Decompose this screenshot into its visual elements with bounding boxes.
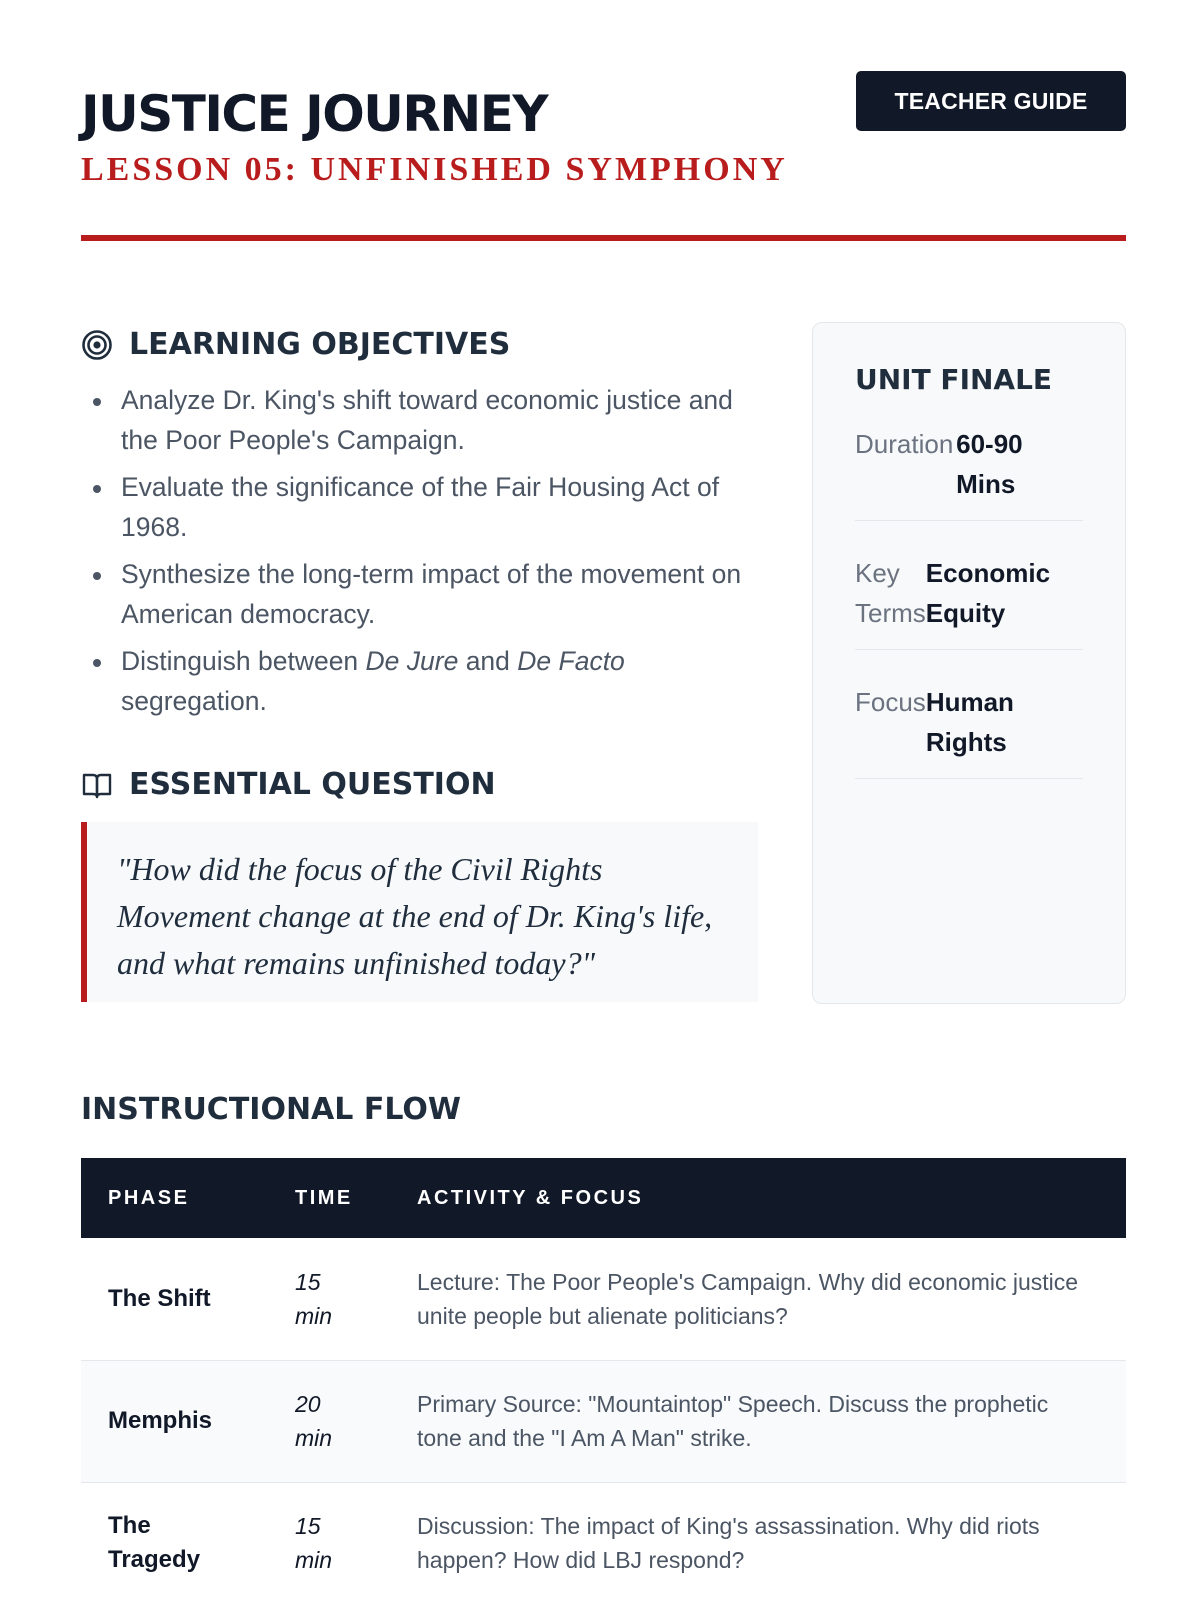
instructional-flow-table (81, 1158, 1126, 1600)
activity-cell: Discussion: The impact of King's assassination. Why did riots happen? How did LBJ respond? (390, 1482, 1126, 1600)
time-cell: 20 min (268, 1360, 390, 1482)
learning-objectives-heading (81, 325, 510, 365)
list-item: Analyze Dr. King's shift toward economic justice and the Poor People's Campaign. (91, 380, 766, 460)
phase-cell: The Shift (81, 1238, 268, 1360)
essential-question-quote: "How did the focus of the Civil Rights Movement change at the end of Dr. King's life, and what remains unfinished today?" (81, 822, 758, 1002)
header-divider (81, 235, 1126, 241)
focus-label: Focus (855, 687, 926, 717)
activity-cell: Primary Source: "Mountaintop" Speech. Discuss the prophetic tone and the "I Am A Man" strike. (390, 1360, 1126, 1482)
key-terms-value: Economic Equity (925, 558, 1051, 628)
objectives-list (91, 380, 766, 728)
lesson-subtitle: LESSON 05: UNFINISHED SYMPHONY (81, 151, 788, 188)
column-header-phase: PHASE (81, 1158, 268, 1238)
page-title: JUSTICE JOURNEY (81, 85, 548, 143)
focus-row (855, 682, 1083, 779)
time-cell: 15 min (268, 1482, 390, 1600)
instructional-flow-heading: INSTRUCTIONAL FLOW (81, 1092, 461, 1127)
duration-label: Duration (855, 429, 954, 459)
time-cell: 15 min (268, 1238, 390, 1360)
duration-value: 60-90 Mins (956, 429, 1023, 499)
column-header-time: TIME (268, 1158, 390, 1238)
key-terms-row (855, 553, 1083, 650)
unit-finale-title: UNIT FINALE (855, 363, 1053, 396)
page-header (81, 70, 1126, 242)
list-item: Synthesize the long-term impact of the movement on American democracy. (91, 554, 766, 634)
objective-text: Distinguish between (121, 646, 366, 676)
learning-objectives-label: LEARNING OBJECTIVES (129, 327, 511, 362)
objective-text: and (458, 646, 518, 676)
essential-question-heading (81, 765, 496, 805)
duration-row (855, 424, 1083, 521)
table-header-row (81, 1158, 1126, 1238)
term-de-facto: De Facto (517, 646, 625, 676)
activity-cell: Lecture: The Poor People's Campaign. Why did economic justice unite people but alienate politicians? (390, 1238, 1126, 1360)
table-row (81, 1360, 1126, 1482)
focus-value: Human Rights (925, 687, 1014, 757)
book-open-icon (81, 769, 113, 801)
phase-cell: Memphis (81, 1360, 268, 1482)
essential-question-label: ESSENTIAL QUESTION (129, 767, 496, 802)
table-row (81, 1238, 1126, 1360)
teacher-guide-button[interactable]: TEACHER GUIDE (856, 71, 1126, 131)
list-item (91, 641, 766, 721)
phase-cell: The Tragedy (81, 1482, 268, 1600)
key-terms-label: Key Terms (855, 558, 926, 628)
term-de-jure: De Jure (365, 646, 459, 676)
table-row (81, 1482, 1126, 1600)
unit-finale-card (812, 322, 1126, 1004)
column-header-activity: ACTIVITY & FOCUS (390, 1158, 1126, 1238)
target-icon (81, 329, 113, 361)
list-item: Evaluate the significance of the Fair Housing Act of 1968. (91, 467, 766, 547)
objective-text: segregation. (121, 686, 267, 716)
